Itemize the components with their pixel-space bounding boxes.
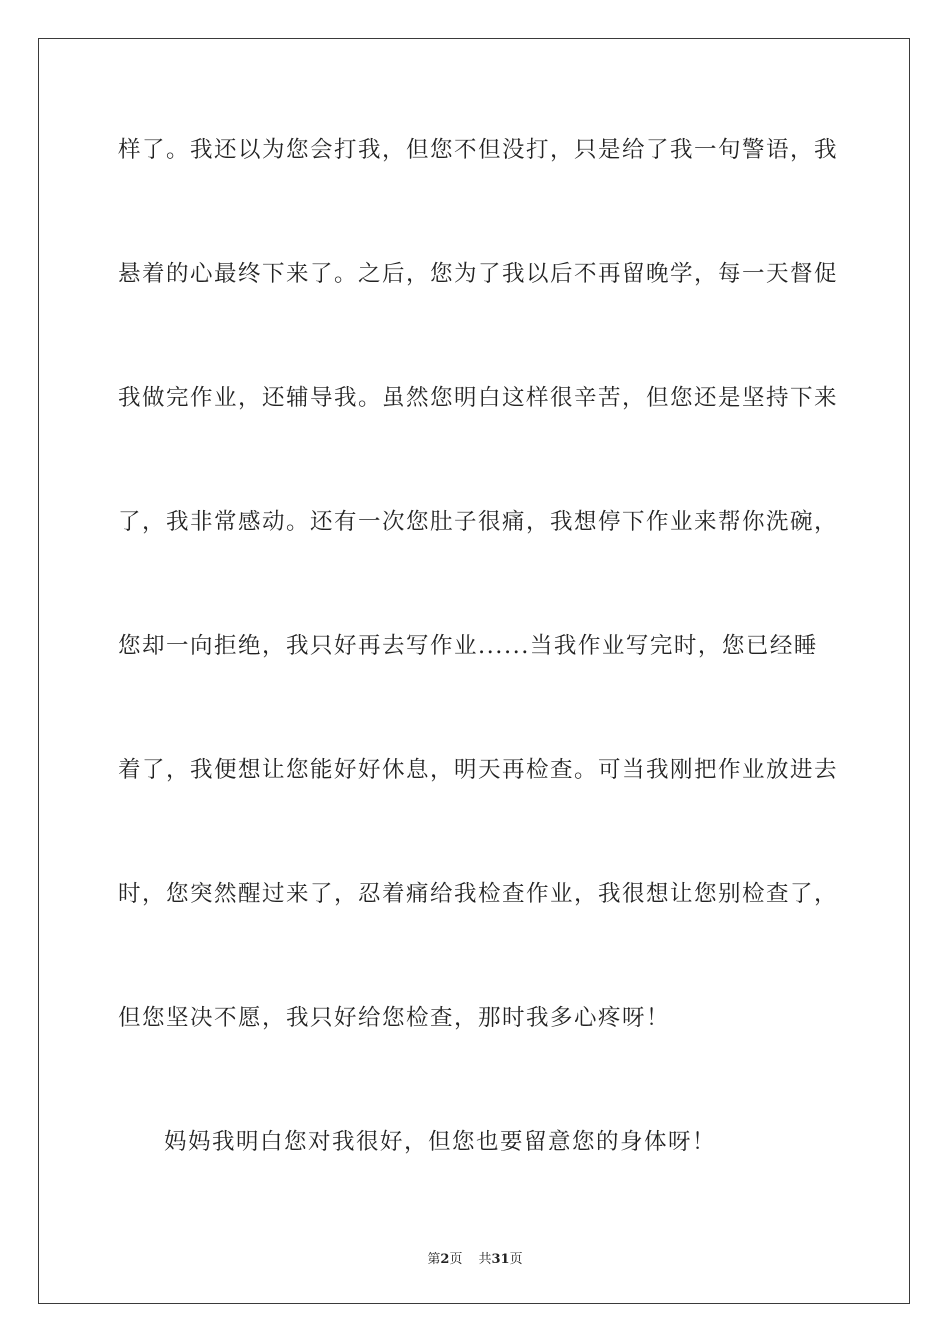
page-prefix: 第 <box>427 1252 441 1267</box>
text-line: 了，我非常感动。还有一次您肚子很痛，我想停下作业来帮你洗碗， <box>118 509 839 535</box>
total-suffix: 页 <box>509 1252 523 1267</box>
total-prefix: 共 <box>478 1252 492 1267</box>
page-footer <box>0 1248 950 1267</box>
document-body <box>118 118 838 1234</box>
total-pages: 31 <box>491 1252 510 1267</box>
text-line: 您却一向拒绝，我只好再去写作业......当我作业写完时，您已经睡 <box>118 633 818 659</box>
closing-paragraph: 妈妈我明白您对我很好，但您也要留意您的身体呀！ <box>164 1129 717 1155</box>
text-line: 悬着的心最终下来了。之后，您为了我以后不再留晚学，每一天督促 <box>118 261 839 287</box>
text-line: 但您坚决不愿，我只好给您检查，那时我多心疼呀！ <box>118 1005 671 1031</box>
text-line: 着了，我便想让您能好好休息，明天再检查。可当我刚把作业放进去 <box>118 757 839 783</box>
page-suffix: 页 <box>449 1252 463 1267</box>
text-line: 样了。我还以为您会打我，但您不但没打，只是给了我一句警语，我 <box>118 137 839 163</box>
text-line: 我做完作业，还辅导我。虽然您明白这样很辛苦，但您还是坚持下来 <box>118 385 839 411</box>
page-number: 2 <box>440 1252 450 1267</box>
text-line: 时，您突然醒过来了，忍着痛给我检查作业，我很想让您别检查了， <box>118 881 839 907</box>
